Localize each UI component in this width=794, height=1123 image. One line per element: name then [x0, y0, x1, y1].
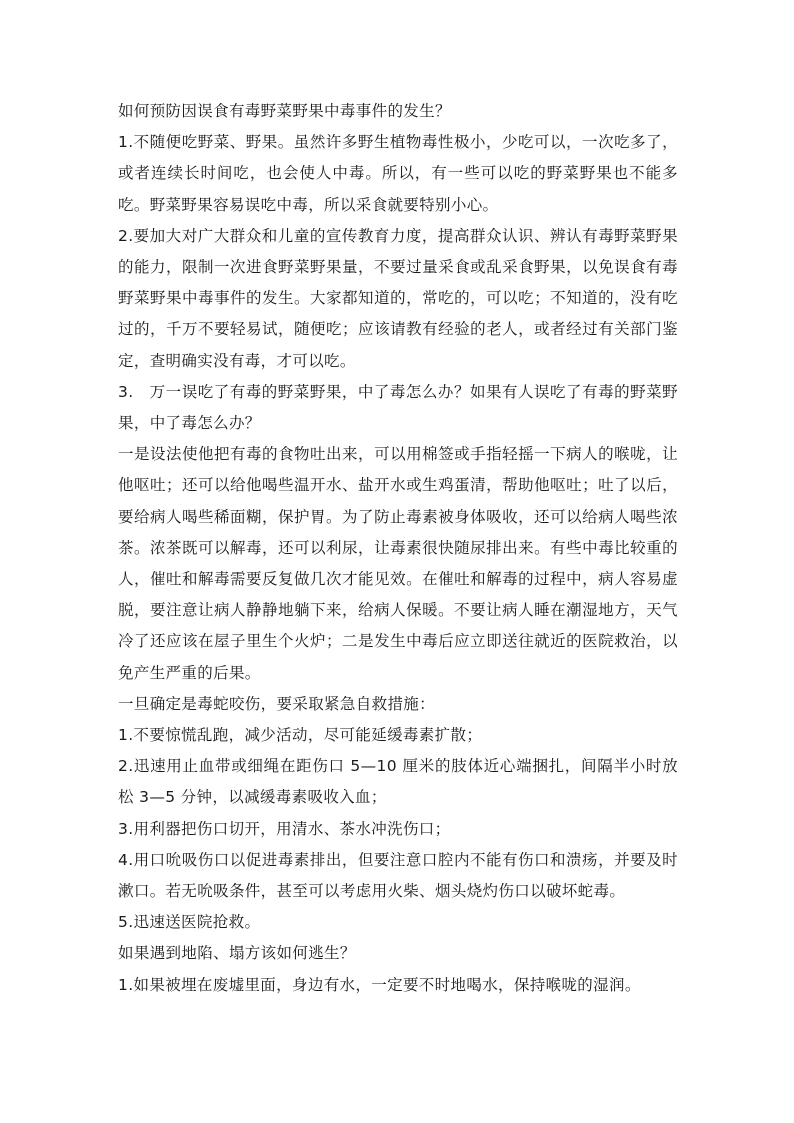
paragraph-point-2: 2.要加大对广大群众和儿童的宣传教育力度，提高群众认识、辨认有毒野菜野果的能力，限制一次进食野菜野果量，不要过量采食或乱采食野果，以免误食有毒野菜野果中毒事件的发生。大家都知道的，常吃的，可以吃；不知道的，没有吃过的，千万不要轻易试，随便吃；应该请教有经验的老人，或者经过有关部门鉴定，查明确实没有毒，才可以吃。 [118, 226, 678, 370]
snake-bite-heading: 一旦确定是毒蛇咬伤，要采取紧急自救措施： [118, 694, 436, 713]
snake-bite-step-3: 3.用利器把伤口切开，用清水、茶水冲洗伤口； [118, 819, 451, 838]
paragraph-poisoning-treatment: 一是设法使他把有毒的食物吐出来，可以用棉签或手指轻摇一下病人的喉咙，让他呕吐；还可以给他喝些温开水、盐开水或生鸡蛋清，帮助他呕吐；吐了以后，要给病人喝些稀面糊，保护胃。为了防止毒素被身体吸收，还可以给病人喝些浓茶。浓茶既可以解毒，还可以利尿，让毒素很快随尿排出来。有些中毒比较重的人，催吐和解毒需要反复做几次才能见效。在催吐和解毒的过程中，病人容易虚脱，要注意让病人静静地躺下来，给病人保暖。不要让病人睡在潮湿地方，天气冷了还应该在屋子里生个火炉；二是发生中毒后应立即送往就近的医院救治，以免产生严重的后果。 [118, 445, 678, 682]
document-body [118, 96, 678, 1001]
question-heading-wild-plants: 如何预防因误食有毒野菜野果中毒事件的发生？ [118, 102, 451, 120]
collapse-escape-step-1: 1.如果被埋在废墟里面，身边有水，一定要不时地喝水，保持喉咙的湿润。 [118, 975, 641, 994]
snake-bite-step-1: 1.不要惊慌乱跑，减少活动，尽可能延缓毒素扩散； [118, 726, 483, 745]
paragraph-point-3: 3. 万一误吃了有毒的野菜野果，中了毒怎么办？如果有人误吃了有毒的野菜野果，中了毒怎么办？ [118, 382, 678, 433]
paragraph-point-1: 1.不随便吃野菜、野果。虽然许多野生植物毒性极小，少吃可以，一次吃多了，或者连续长时间吃，也会使人中毒。所以，有一些可以吃的野菜野果也不能多吃。野菜野果容易误吃中毒，所以采食就要特别小心。 [118, 133, 678, 214]
collapse-escape-heading: 如果遇到地陷、塌方该如何逃生？ [118, 944, 356, 963]
snake-bite-step-5: 5.迅速送医院抢救。 [118, 913, 261, 932]
snake-bite-step-4: 4.用口吮吸伤口以促进毒素排出，但要注意口腔内不能有伤口和溃疡，并要及时漱口。若无吮吸条件，甚至可以考虑用火柴、烟头烧灼伤口以破坏蛇毒。 [118, 850, 678, 901]
snake-bite-step-2: 2.迅速用止血带或细绳在距伤口 5—10 厘米的肢体近心端捆扎，间隔半小时放松 3—5 分钟，以减缓毒素吸收入血； [118, 757, 678, 807]
